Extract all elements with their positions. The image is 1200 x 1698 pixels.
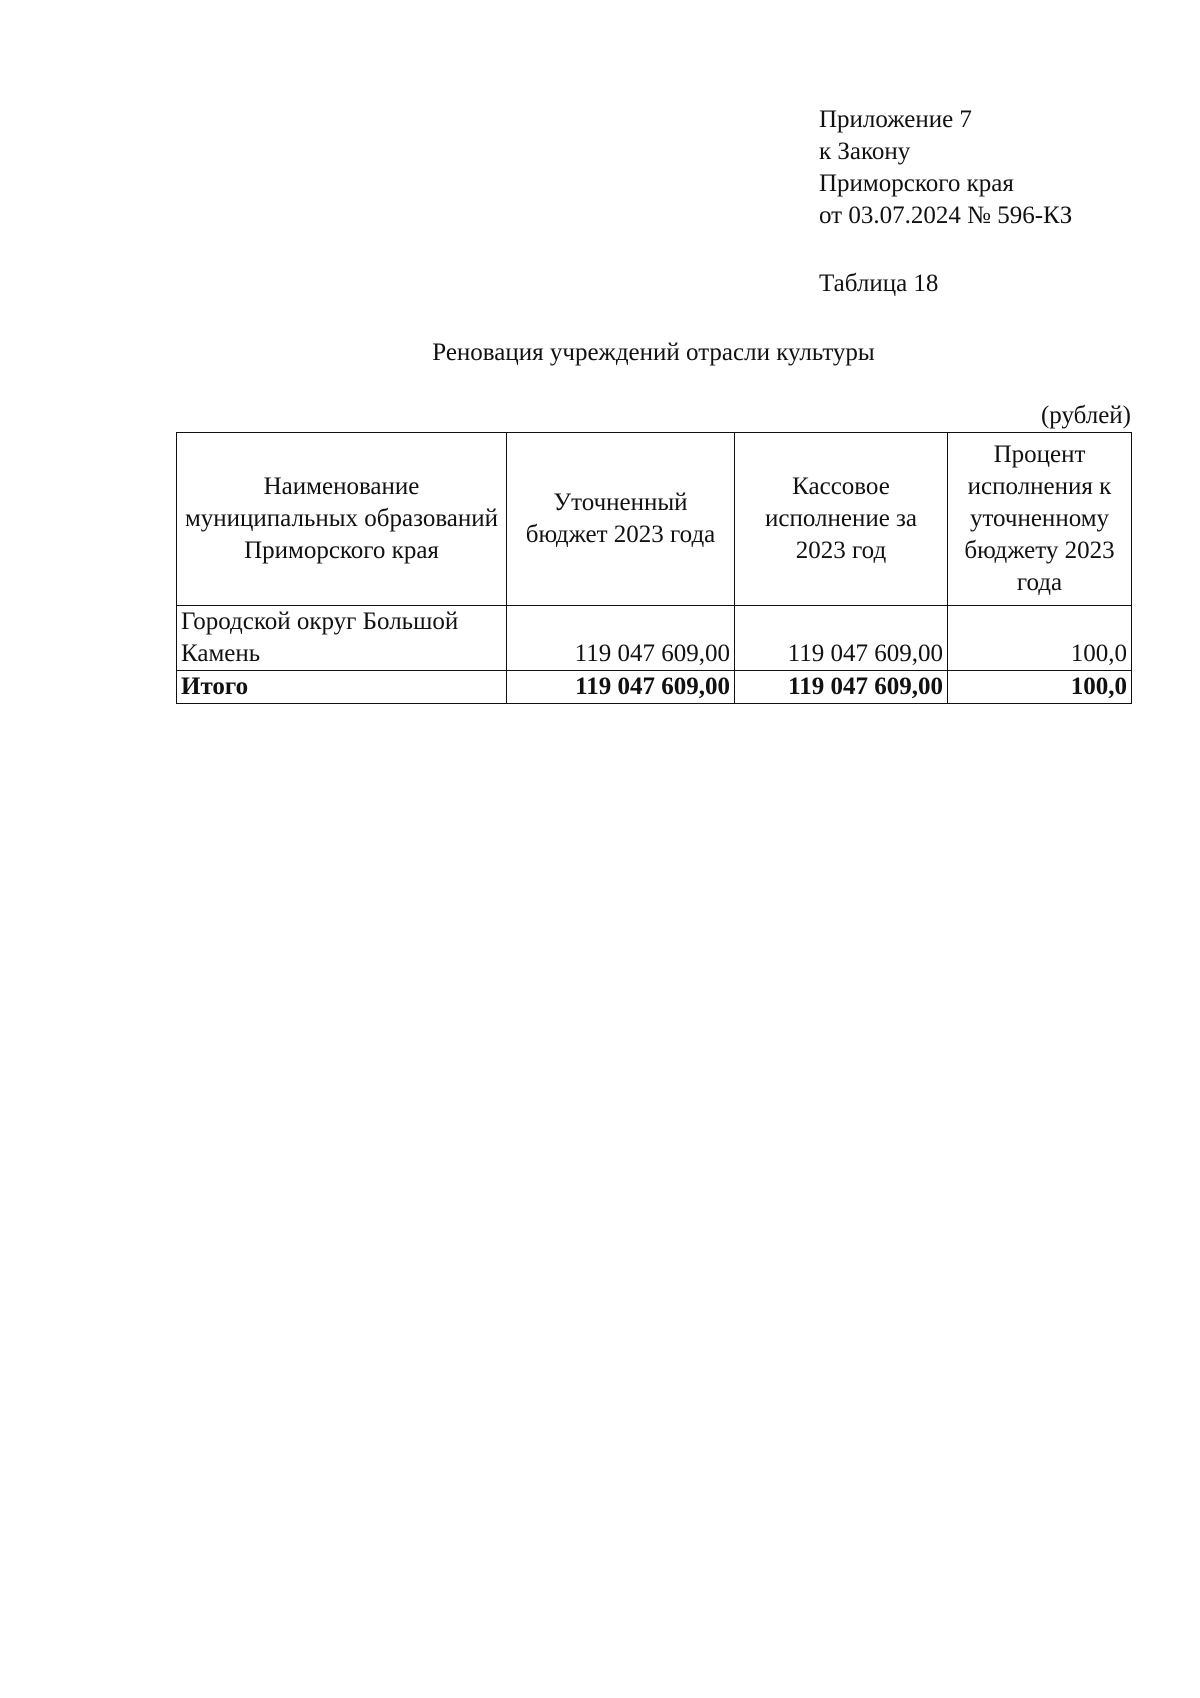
document-title: Реновация учреждений отрасли культуры — [432, 339, 875, 366]
table-header-row — [177, 433, 1132, 606]
table-number: Таблица 18 — [819, 270, 939, 297]
municipality-name: Городской округ Большой Камень — [177, 606, 507, 671]
table-row — [177, 606, 1132, 671]
budget-value: 119 047 609,00 — [507, 606, 735, 671]
total-row — [177, 671, 1132, 704]
column-header-municipality: Наименование муниципальных образований Приморского края — [177, 433, 507, 606]
execution-value: 119 047 609,00 — [735, 606, 948, 671]
total-label: Итого — [177, 671, 507, 704]
total-budget-value: 119 047 609,00 — [507, 671, 735, 704]
total-percent-value: 100,0 — [948, 671, 1132, 704]
units-label: (рублей) — [1040, 402, 1131, 429]
appendix-header — [819, 104, 1072, 232]
appendix-line: к Закону — [819, 138, 911, 165]
appendix-line: Приложение 7 — [819, 106, 972, 133]
percent-value: 100,0 — [948, 606, 1132, 671]
appendix-line: от 03.07.2024 № 596-КЗ — [819, 202, 1073, 229]
appendix-line: Приморского края — [819, 170, 1014, 197]
total-execution-value: 119 047 609,00 — [735, 671, 948, 704]
budget-table — [176, 432, 1132, 704]
column-header-execution: Кассовое исполнение за 2023 год — [735, 433, 948, 606]
column-header-budget: Уточненный бюджет 2023 года — [507, 433, 735, 606]
column-header-percent: Процент исполнения к уточненному бюджету 2023 года — [948, 433, 1132, 606]
